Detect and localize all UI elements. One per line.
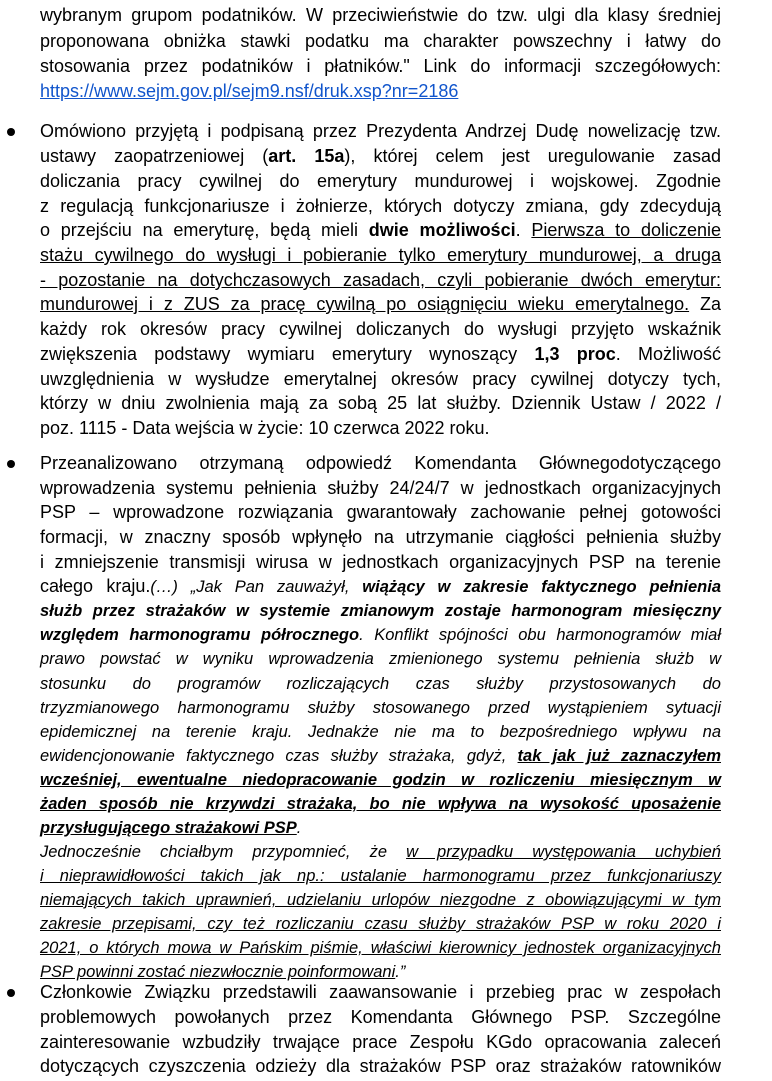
- b2-line-3: PSP – wprowadzone rozwiązania gwarantowały zachowanie pełnej gotowości: [40, 502, 721, 522]
- intro-line-2: proponowana obniżka stawki podatku ma charakter powszechny i łatwy do: [40, 31, 721, 51]
- quote-line-16: PSP powinni zostać niezwłocznie poinformowani.”: [40, 963, 406, 981]
- intro-line-3: stosowania przez podatników i płatników." Link do informacji szczegółowych:: [40, 56, 721, 76]
- bullet-2-icon: [7, 460, 15, 468]
- quote-line-13: niemających takich uprawnień, udzielaniu urlopów niezgodne z obowiązującymi w tym: [40, 891, 721, 909]
- intro-line-4: [40, 80, 721, 102]
- bullet-3-icon: [7, 989, 15, 997]
- b1-line-8: mundurowej i z ZUS za pracę cywilną po osiągnięciu wieku emerytalnego. Za: [40, 294, 721, 314]
- quote-line-14: zakresie przepisami, czy też rozliczaniu czasu służby strażaków PSP w roku 2020 i: [40, 915, 721, 933]
- quote-line-2: względem harmonogramu półrocznego. Konflikt spójności obu harmonogramów miał: [40, 626, 721, 644]
- b2-line-1: Przeanalizowano otrzymaną odpowiedź Komendanta Głównegodotyczącego: [40, 453, 721, 473]
- b2-line-4: formacji, w znaczny sposób wpłynęło na utrzymanie ciągłości pełnienia służby: [40, 527, 721, 547]
- b1-line-12: którzy w dniu zwolnienia mają za sobą 25 lat służby. Dziennik Ustaw / 2022 /: [40, 393, 721, 413]
- quote-line-11: Jednocześnie chciałbym przypomnieć, że w przypadku występowania uchybień: [40, 843, 721, 861]
- b1-line-9: każdy rok okresów pracy cywilnej doliczanych do wysługi przyjęto wskaźnik: [40, 319, 721, 339]
- sejm-link[interactable]: https://www.sejm.gov.pl/sejm9.nsf/druk.xsp?nr=2186: [40, 81, 459, 101]
- b3-line-3: zainteresowanie wzbudziły trwające prace Zespołu KGdo opracowania zaleceń: [40, 1032, 721, 1052]
- b1-line-7: - pozostanie na dotychczasowych zasadach, czyli pobieranie dwóch emerytur:: [40, 270, 721, 290]
- b1-line-3: doliczania pracy cywilnej do emerytury mundurowej i wojskowej. Zgodnie: [40, 171, 721, 191]
- quote-line-15: 2021, o których mowa w Pańskim piśmie, właściwi kierownicy jednostek organizacyjnych: [40, 939, 721, 957]
- quote-line-6: epidemicznej na terenie kraju. Jednakże nie ma to bezpośredniego wpływu na: [40, 723, 721, 741]
- b3-line-2: problemowych powołanych przez Komendanta Głównego PSP. Szczególne: [40, 1007, 721, 1027]
- bullet-1-icon: [7, 128, 15, 136]
- b1-line-5: o przejściu na emeryturę, będą mieli dwie możliwości. Pierwsza to doliczenie: [40, 220, 722, 240]
- quote-line-3: prawo powstać w wyniku wprowadzenia zmienionego systemu pełnienia służb w: [40, 650, 721, 668]
- b2-line-2: wprowadzenia systemu pełnienia służby 24/24/7 w jednostkach organizacyjnych: [40, 478, 721, 498]
- b1-line-2: ustawy zaopatrzeniowej (art. 15a), której celem jest uregulowanie zasad: [40, 146, 722, 166]
- quote-line-7: ewidencjonowanie faktycznego czas służby strażaka, gdyż, tak jak już zaznaczyłem: [40, 747, 721, 765]
- quote-line-12: i nieprawidłowości takich jak np.: ustalanie harmonogramu przez funkcjonariuszy: [40, 867, 721, 885]
- quote-line-1: służb przez strażaków w systemie zmianowym zostaje harmonogram miesięczny: [40, 602, 721, 620]
- quote-line-4: stosunku do programów rozliczających czas służby przystosowanych do: [40, 675, 721, 693]
- b1-line-10: zwiększenia podstawy wymiaru emerytury wynoszący 1,3 proc. Możliwość: [40, 344, 722, 364]
- b1-line-11: uwzględnienia w wysłudze emerytalnej okresów pracy cywilnej dotyczy tych,: [40, 369, 721, 389]
- b2-line-6: całego kraju.(…) „Jak Pan zauważył, wiążący w zakresie faktycznego pełnienia: [40, 576, 721, 596]
- quote-line-9: żaden sposób nie krzywdzi strażaka, bo nie wpływa na wysokość uposażenie: [40, 795, 721, 813]
- b3-line-4: dotyczących czyszczenia odzieży dla strażaków PSP oraz strażaków ratowników: [40, 1056, 721, 1076]
- b3-line-1: Członkowie Związku przedstawili zaawansowanie i przebieg prac w zespołach: [40, 982, 721, 1002]
- b1-line-6: stażu cywilnego do wysługi i pobieranie tylko emerytury mundurowej, a druga: [40, 245, 721, 265]
- intro-line-1: wybranym grupom podatników. W przeciwieństwie do tzw. ulgi dla klasy średniej: [40, 5, 721, 25]
- b1-line-13: poz. 1115 - Data wejścia w życie: 10 czerwca 2022 roku.: [40, 418, 490, 438]
- b2-line-5: i zmniejszenie transmisji wirusa w jednostkach organizacyjnych PSP na terenie: [40, 552, 721, 572]
- quote-line-5: trzyzmianowego harmonogramu służby stosowanego przed wystąpieniem sytuacji: [40, 699, 721, 717]
- b1-line-1: Omówiono przyjętą i podpisaną przez Prezydenta Andrzej Dudę nowelizację tzw.: [40, 121, 721, 141]
- quote-line-8: wcześniej, ewentualne niedopracowanie godzin w rozliczeniu miesięcznym w: [40, 771, 721, 789]
- quote-line-10: przysługującego strażakowi PSP.: [40, 819, 302, 837]
- b1-line-4: z regulacją funkcjonariusze i żołnierze, których dotyczy zmiana, gdy zdecydują: [40, 196, 721, 216]
